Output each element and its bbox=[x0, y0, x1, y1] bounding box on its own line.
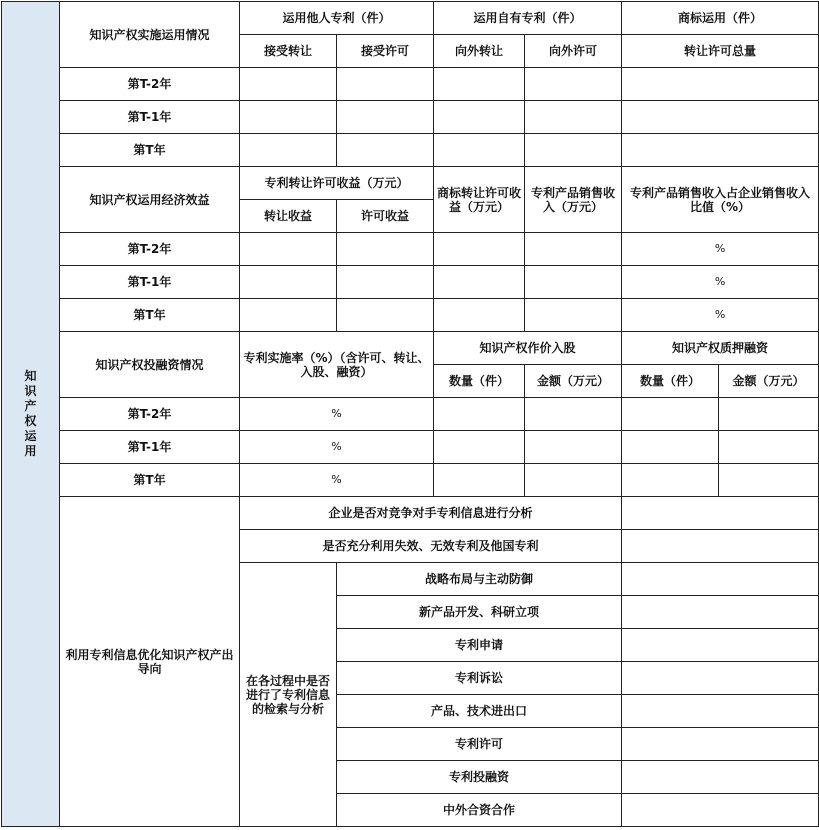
table-row bbox=[2, 398, 819, 431]
section2-title: 知识产权运用经济效益 bbox=[60, 167, 240, 233]
process-item: 产品、技术进出口 bbox=[337, 695, 622, 728]
col-pledge-amount: 金额（万元） bbox=[719, 365, 819, 398]
year-label: 第T-2年 bbox=[60, 398, 240, 431]
input-cell[interactable] bbox=[434, 398, 525, 431]
col-out-transfer: 向外转让 bbox=[434, 35, 525, 68]
input-cell[interactable] bbox=[525, 464, 622, 497]
section3-title: 知识产权投融资情况 bbox=[60, 332, 240, 398]
year-label: 第T-2年 bbox=[60, 68, 240, 101]
table-row bbox=[2, 68, 819, 101]
input-cell[interactable] bbox=[622, 464, 719, 497]
col-pledge-qty: 数量（件） bbox=[622, 365, 719, 398]
answer-cell[interactable] bbox=[622, 497, 819, 530]
header-patent-income: 专利转让许可收益（万元） bbox=[240, 167, 434, 200]
col-accept-license: 接受许可 bbox=[337, 35, 434, 68]
col-accept-transfer: 接受转让 bbox=[240, 35, 337, 68]
input-cell[interactable] bbox=[622, 68, 819, 101]
percent-cell[interactable]: % bbox=[622, 266, 819, 299]
input-cell[interactable] bbox=[622, 101, 819, 134]
input-cell[interactable] bbox=[434, 101, 525, 134]
input-cell[interactable] bbox=[525, 68, 622, 101]
input-cell[interactable] bbox=[719, 398, 819, 431]
input-cell[interactable] bbox=[240, 68, 337, 101]
input-cell[interactable] bbox=[622, 398, 719, 431]
input-cell[interactable] bbox=[525, 233, 622, 266]
table-row bbox=[2, 233, 819, 266]
percent-cell[interactable]: % bbox=[622, 233, 819, 266]
col-license-income: 许可收益 bbox=[337, 200, 434, 233]
col-product-sales: 专利产品销售收入（万元） bbox=[525, 167, 622, 233]
process-item: 专利投融资 bbox=[337, 761, 622, 794]
input-cell[interactable] bbox=[622, 134, 819, 167]
col-tm-income: 商标转让许可收益（万元） bbox=[434, 167, 525, 233]
col-equity-amount: 金额（万元） bbox=[525, 365, 622, 398]
percent-cell[interactable]: % bbox=[240, 464, 434, 497]
input-cell[interactable] bbox=[337, 233, 434, 266]
year-label: 第T-1年 bbox=[60, 101, 240, 134]
col-transfer-income: 转让收益 bbox=[240, 200, 337, 233]
input-cell[interactable] bbox=[434, 431, 525, 464]
input-cell[interactable] bbox=[337, 101, 434, 134]
input-cell[interactable] bbox=[240, 233, 337, 266]
col-equity-qty: 数量（件） bbox=[434, 365, 525, 398]
header-using-others-patents: 运用他人专利（件） bbox=[240, 2, 434, 35]
process-item: 新产品开发、科研立项 bbox=[337, 596, 622, 629]
input-cell[interactable] bbox=[240, 299, 337, 332]
table-row bbox=[2, 101, 819, 134]
answer-cell[interactable] bbox=[622, 563, 819, 596]
year-label: 第T-2年 bbox=[60, 233, 240, 266]
answer-cell[interactable] bbox=[622, 530, 819, 563]
input-cell[interactable] bbox=[337, 299, 434, 332]
input-cell[interactable] bbox=[525, 101, 622, 134]
answer-cell[interactable] bbox=[622, 761, 819, 794]
col-sales-ratio: 专利产品销售收入占企业销售收入比值（%） bbox=[622, 167, 819, 233]
answer-cell[interactable] bbox=[622, 662, 819, 695]
header-trademark-use: 商标运用（件） bbox=[622, 2, 819, 35]
answer-cell[interactable] bbox=[622, 695, 819, 728]
year-label: 第T年 bbox=[60, 464, 240, 497]
table-row bbox=[2, 134, 819, 167]
percent-cell[interactable]: % bbox=[240, 398, 434, 431]
question-competitor-analysis: 企业是否对竞争对手专利信息进行分析 bbox=[240, 497, 622, 530]
table-row bbox=[2, 266, 819, 299]
input-cell[interactable] bbox=[337, 266, 434, 299]
input-cell[interactable] bbox=[525, 299, 622, 332]
percent-cell[interactable]: % bbox=[622, 299, 819, 332]
header-pledge: 知识产权质押融资 bbox=[622, 332, 819, 365]
side-label: 知识产权运用 bbox=[2, 2, 60, 827]
header-equity: 知识产权作价入股 bbox=[434, 332, 622, 365]
year-label: 第T-1年 bbox=[60, 431, 240, 464]
table-row bbox=[2, 299, 819, 332]
year-label: 第T-1年 bbox=[60, 266, 240, 299]
question-process-search: 在各过程中是否进行了专利信息的检索与分析 bbox=[240, 563, 337, 827]
process-item: 中外合资合作 bbox=[337, 794, 622, 827]
input-cell[interactable] bbox=[622, 431, 719, 464]
input-cell[interactable] bbox=[337, 68, 434, 101]
input-cell[interactable] bbox=[719, 431, 819, 464]
answer-cell[interactable] bbox=[622, 794, 819, 827]
process-item: 战略布局与主动防御 bbox=[337, 563, 622, 596]
input-cell[interactable] bbox=[525, 398, 622, 431]
input-cell[interactable] bbox=[337, 134, 434, 167]
process-item: 专利诉讼 bbox=[337, 662, 622, 695]
input-cell[interactable] bbox=[525, 134, 622, 167]
input-cell[interactable] bbox=[240, 134, 337, 167]
col-tm-total: 转让许可总量 bbox=[622, 35, 819, 68]
answer-cell[interactable] bbox=[622, 728, 819, 761]
input-cell[interactable] bbox=[434, 464, 525, 497]
year-label: 第T年 bbox=[60, 134, 240, 167]
input-cell[interactable] bbox=[434, 134, 525, 167]
percent-cell[interactable]: % bbox=[240, 431, 434, 464]
ip-utilization-form bbox=[1, 1, 819, 827]
header-using-own-patents: 运用自有专利（件） bbox=[434, 2, 622, 35]
input-cell[interactable] bbox=[525, 266, 622, 299]
process-item: 专利申请 bbox=[337, 629, 622, 662]
col-out-license: 向外许可 bbox=[525, 35, 622, 68]
input-cell[interactable] bbox=[240, 266, 337, 299]
answer-cell[interactable] bbox=[622, 629, 819, 662]
input-cell[interactable] bbox=[525, 431, 622, 464]
input-cell[interactable] bbox=[240, 101, 337, 134]
year-label: 第T年 bbox=[60, 299, 240, 332]
input-cell[interactable] bbox=[434, 233, 525, 266]
process-item: 专利许可 bbox=[337, 728, 622, 761]
col-impl-rate: 专利实施率（%）（含许可、转让、入股、融资） bbox=[240, 332, 434, 398]
section4-title: 利用专利信息优化知识产权产出导向 bbox=[60, 497, 240, 827]
input-cell[interactable] bbox=[434, 266, 525, 299]
input-cell[interactable] bbox=[434, 68, 525, 101]
table-row bbox=[2, 431, 819, 464]
answer-cell[interactable] bbox=[622, 596, 819, 629]
question-utilize-patents: 是否充分利用失效、无效专利及他国专利 bbox=[240, 530, 622, 563]
table-row bbox=[2, 464, 819, 497]
input-cell[interactable] bbox=[719, 464, 819, 497]
input-cell[interactable] bbox=[434, 299, 525, 332]
section1-title: 知识产权实施运用情况 bbox=[60, 2, 240, 68]
